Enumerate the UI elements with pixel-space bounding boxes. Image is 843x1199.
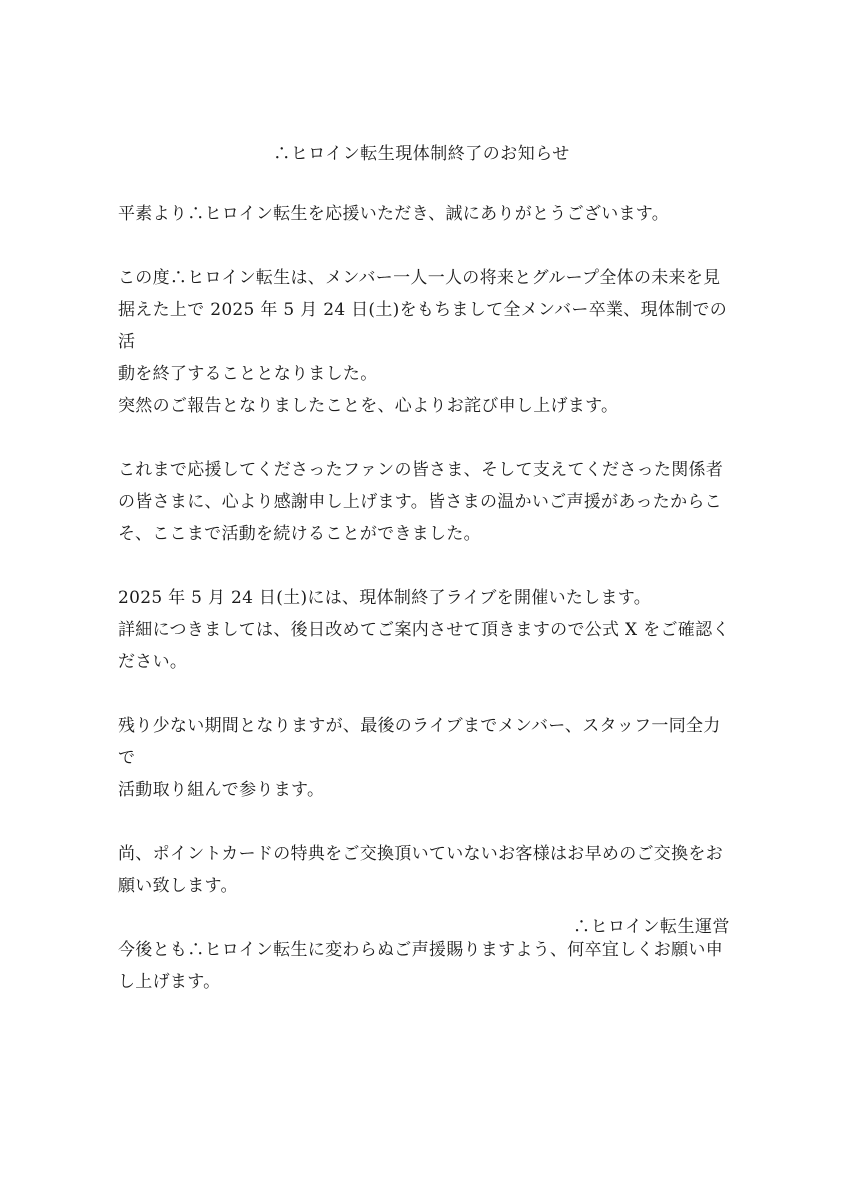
paragraph-final-live: 2025 年 5 月 24 日(土)には、現体制終了ライブを開催いたします。 詳細につきましては、後日改めてご案内させて頂きますので公式 X をご確認く ださい。 bbox=[118, 588, 730, 672]
paragraph-thanks: これまで応援してくださったファンの皆さま、そして支えてくださった関係者 の皆さまに、心より感謝申し上げます。皆さまの温かいご声援があったからこ そ、ここまで活動を続けることができました。 bbox=[118, 460, 724, 544]
paragraph-remaining-period: 残り少ない期間となりますが、最後のライブまでメンバー、スタッフ一同全力で 活動取り組んで参ります。 bbox=[118, 716, 721, 800]
document-title: ∴ヒロイン転生現体制終了のお知らせ bbox=[273, 144, 570, 164]
paragraph-greeting: 平素より∴ヒロイン転生を応援いただき、誠にありがとうございます。 bbox=[118, 204, 670, 224]
paragraph-announcement: この度∴ヒロイン転生は、メンバー一人一人の将来とグループ全体の未来を見 据えた上で 2025 年 5 月 24 日(土)をもちまして全メンバー卒業、現体制での活 動を終了することとなりました。 突然のご報告となりましたことを、心よりお詫び申し上げます。 bbox=[118, 268, 728, 416]
document-signature: ∴ヒロイン転生運営 bbox=[573, 917, 730, 937]
paragraph-point-card: 尚、ポイントカードの特典をご交換頂いていないお客様はお早めのご交換をお 願い致します。 bbox=[118, 844, 723, 896]
document-body bbox=[118, 198, 733, 1030]
paragraph-closing: 今後とも∴ヒロイン転生に変わらぬご声援賜りますよう、何卒宜しくお願い申 し上げます。 bbox=[118, 940, 723, 992]
